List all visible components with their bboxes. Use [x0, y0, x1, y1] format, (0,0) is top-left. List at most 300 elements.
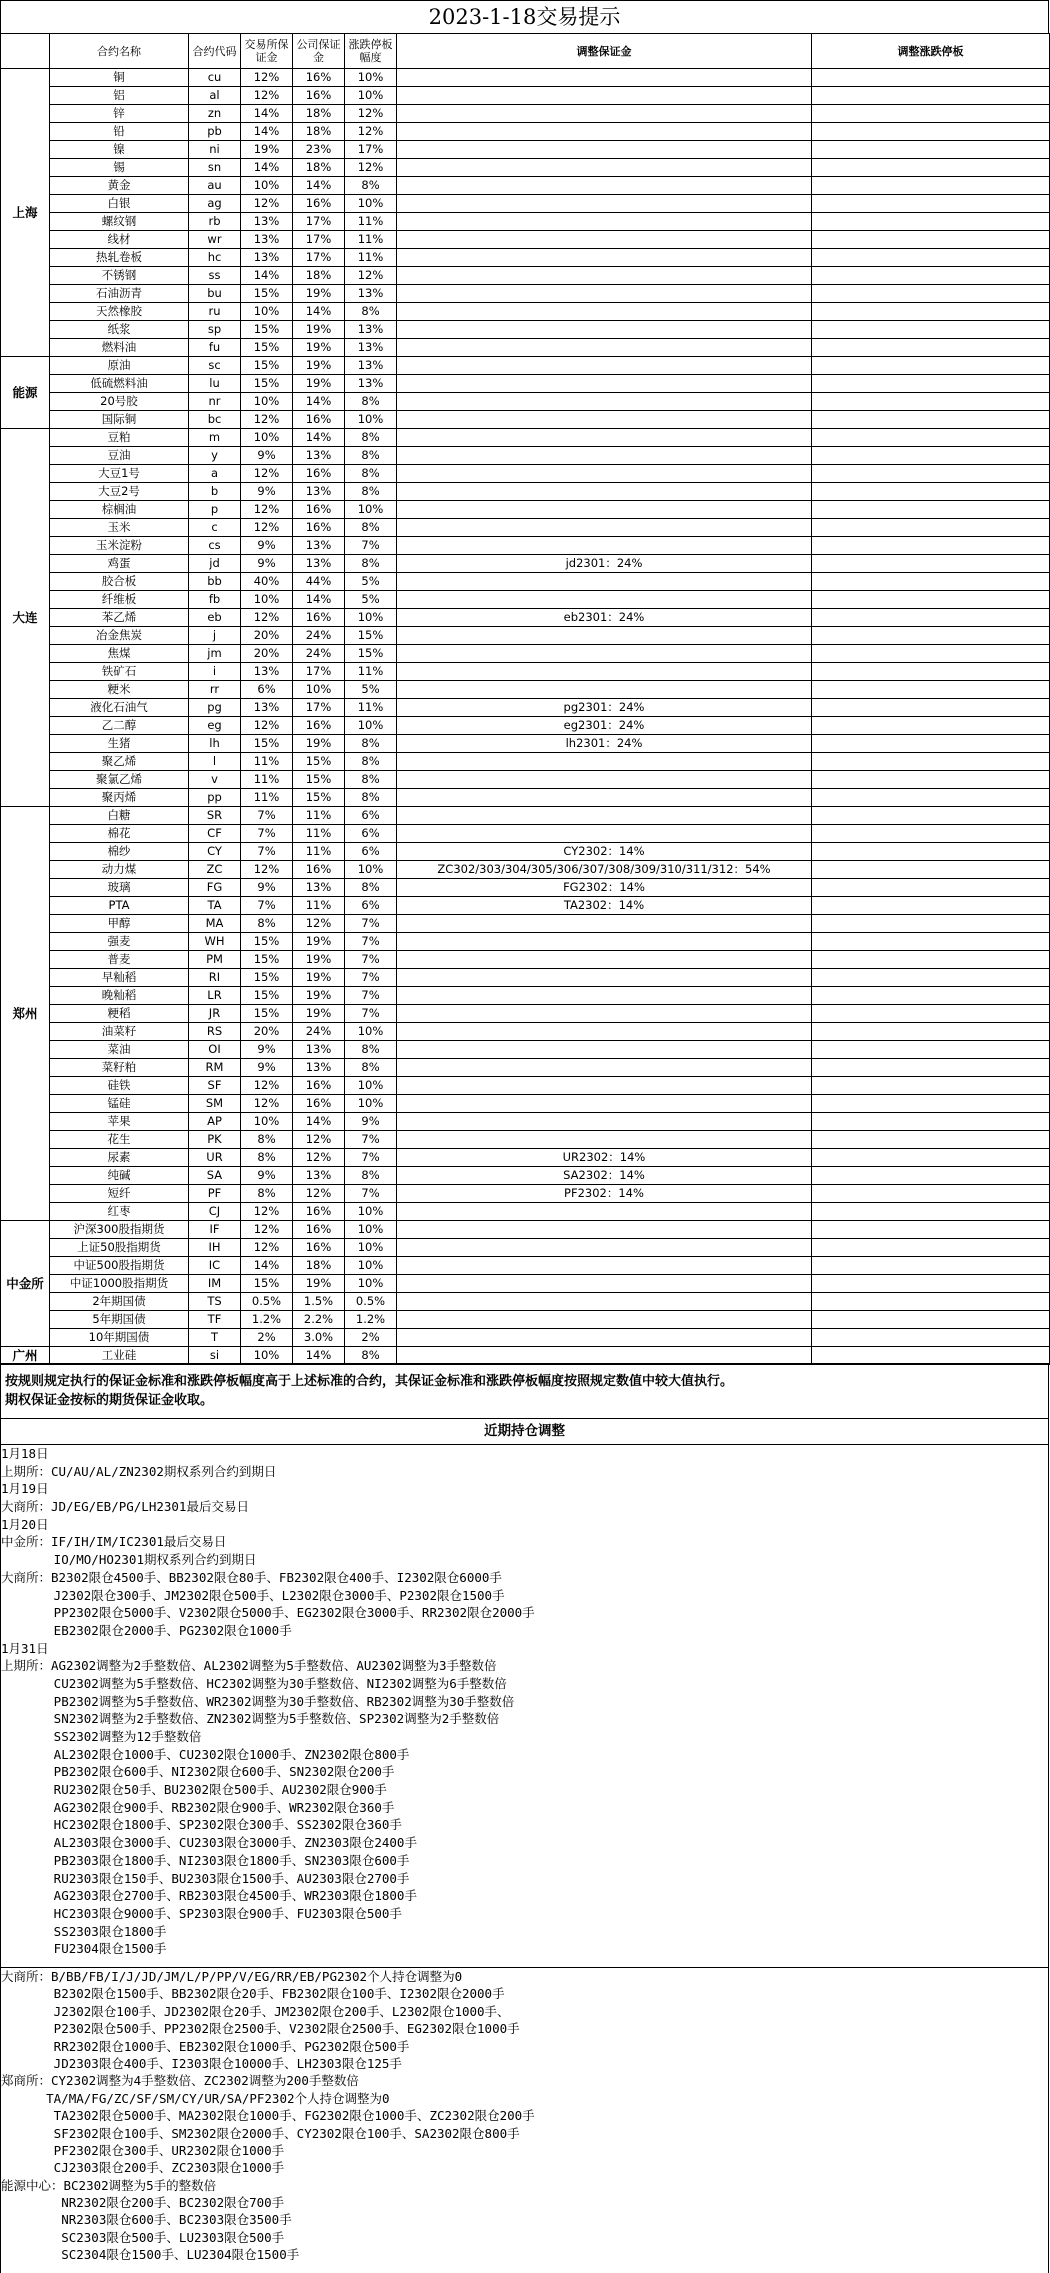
contract-name: 20号胶: [50, 393, 189, 411]
limit-range: 8%: [345, 393, 397, 411]
company-margin: 19%: [293, 339, 345, 357]
company-margin: 17%: [293, 699, 345, 717]
company-margin: 18%: [293, 159, 345, 177]
adjusted-limit: [812, 969, 1050, 987]
limit-range: 8%: [345, 1041, 397, 1059]
adjusted-margin: eb2301：24%: [397, 609, 812, 627]
adjust-line: PB2302调整为5手整数倍、WR2302调整为30手整数倍、RB2302调整为30手整数倍: [1, 1693, 515, 1709]
contract-name: 红枣: [50, 1203, 189, 1221]
table-row: [1, 1185, 1050, 1203]
exchange-margin: 12%: [241, 87, 293, 105]
adjusted-margin: [397, 231, 812, 249]
contract-name: 锡: [50, 159, 189, 177]
table-row: [1, 645, 1050, 663]
exchange-margin: 12%: [241, 1221, 293, 1239]
adjust-line: 1月20日: [1, 1516, 49, 1532]
adjust-line: PB2302限仓600手、NI2302限仓600手、SN2302限仓200手: [1, 1764, 395, 1780]
adjust-line: 郑商所：CY2302调整为4手整数倍、ZC2302调整为200手整数倍: [1, 2073, 359, 2089]
company-margin: 16%: [293, 195, 345, 213]
company-margin: 17%: [293, 213, 345, 231]
exchange-margin: 12%: [241, 717, 293, 735]
table-header-row: [1, 34, 1050, 69]
limit-range: 11%: [345, 213, 397, 231]
contract-name: 粳稻: [50, 1005, 189, 1023]
contract-name: 冶金焦炭: [50, 627, 189, 645]
contract-code: pb: [189, 123, 241, 141]
table-row: [1, 681, 1050, 699]
position-adjust-title: 近期持仓调整: [0, 1418, 1049, 1445]
company-margin: 44%: [293, 573, 345, 591]
adjusted-limit: [812, 213, 1050, 231]
header-ex-margin: 交易所保证金: [241, 34, 293, 69]
adjust-line: AG2302限仓900手、RB2302限仓900手、WR2302限仓360手: [1, 1799, 395, 1815]
contract-code: nr: [189, 393, 241, 411]
limit-range: 8%: [345, 789, 397, 807]
company-margin: 14%: [293, 1113, 345, 1131]
contract-code: rb: [189, 213, 241, 231]
company-margin: 1.5%: [293, 1293, 345, 1311]
contract-name: 螺纹钢: [50, 213, 189, 231]
adjusted-margin: [397, 627, 812, 645]
adjusted-margin: [397, 1275, 812, 1293]
table-row: [1, 861, 1050, 879]
adjusted-margin: [397, 69, 812, 87]
adjust-line: TA2302限仓5000手、MA2302限仓1000手、FG2302限仓1000手、ZC2302限仓200手: [1, 2108, 535, 2124]
exchange-margin: 20%: [241, 645, 293, 663]
adjusted-margin: [397, 573, 812, 591]
limit-range: 5%: [345, 573, 397, 591]
adjusted-limit: [812, 1095, 1050, 1113]
rule-line: 按规则规定执行的保证金标准和涨跌停板幅度高于上述标准的合约，其保证金标准和涨跌停板幅度按照规定数值中较大值执行。: [5, 1374, 734, 1389]
adjusted-margin: [397, 825, 812, 843]
limit-range: 10%: [345, 1221, 397, 1239]
contract-name: PTA: [50, 897, 189, 915]
adjusted-margin: [397, 375, 812, 393]
exchange-margin: 12%: [241, 69, 293, 87]
exchange-margin: 12%: [241, 1203, 293, 1221]
exchange-margin: 15%: [241, 987, 293, 1005]
adjust-line: 1月19日: [1, 1481, 49, 1497]
limit-range: 10%: [345, 501, 397, 519]
adjusted-margin: [397, 1203, 812, 1221]
company-margin: 16%: [293, 519, 345, 537]
table-row: [1, 411, 1050, 429]
contract-code: eg: [189, 717, 241, 735]
table-row: [1, 303, 1050, 321]
limit-range: 6%: [345, 807, 397, 825]
limit-range: 7%: [345, 987, 397, 1005]
exchange-margin: 8%: [241, 1185, 293, 1203]
table-row: [1, 375, 1050, 393]
limit-range: 8%: [345, 177, 397, 195]
contract-code: pp: [189, 789, 241, 807]
company-margin: 13%: [293, 555, 345, 573]
adjusted-limit: [812, 1311, 1050, 1329]
contract-name: 聚氯乙烯: [50, 771, 189, 789]
adjusted-margin: [397, 1005, 812, 1023]
adjusted-margin: [397, 267, 812, 285]
table-row: [1, 519, 1050, 537]
contract-code: cs: [189, 537, 241, 555]
limit-range: 11%: [345, 231, 397, 249]
contract-name: 豆油: [50, 447, 189, 465]
contract-name: 苹果: [50, 1113, 189, 1131]
contract-code: rr: [189, 681, 241, 699]
limit-range: 15%: [345, 645, 397, 663]
contract-name: 中证1000股指期货: [50, 1275, 189, 1293]
company-margin: 18%: [293, 105, 345, 123]
contract-name: 10年期国债: [50, 1329, 189, 1347]
company-margin: 13%: [293, 447, 345, 465]
adjust-line: SC2303限仓500手、LU2303限仓500手: [1, 2229, 285, 2245]
table-row: [1, 753, 1050, 771]
exchange-margin: 7%: [241, 825, 293, 843]
exchange-margin: 15%: [241, 1005, 293, 1023]
adjusted-margin: [397, 1095, 812, 1113]
company-margin: 19%: [293, 933, 345, 951]
adjust-line: P2302限仓500手、PP2302限仓2500手、V2302限仓2500手、EG2302限仓1000手: [1, 2021, 520, 2037]
exchange-margin: 19%: [241, 141, 293, 159]
contract-code: CY: [189, 843, 241, 861]
limit-range: 10%: [345, 1239, 397, 1257]
company-margin: 3.0%: [293, 1329, 345, 1347]
adjusted-margin: lh2301：24%: [397, 735, 812, 753]
company-margin: 16%: [293, 1095, 345, 1113]
adjusted-margin: [397, 411, 812, 429]
contract-code: bu: [189, 285, 241, 303]
adjust-line: 能源中心：BC2302调整为5手的整数倍: [1, 2177, 217, 2193]
contract-code: PK: [189, 1131, 241, 1149]
company-margin: 12%: [293, 1185, 345, 1203]
adjusted-limit: [812, 627, 1050, 645]
exchange-margin: 10%: [241, 393, 293, 411]
adjusted-margin: [397, 429, 812, 447]
limit-range: 7%: [345, 1131, 397, 1149]
adjusted-limit: [812, 987, 1050, 1005]
contract-code: c: [189, 519, 241, 537]
company-margin: 13%: [293, 879, 345, 897]
company-margin: 14%: [293, 1347, 345, 1365]
contract-code: OI: [189, 1041, 241, 1059]
adjusted-limit: [812, 609, 1050, 627]
exchange-margin: 20%: [241, 627, 293, 645]
company-margin: 16%: [293, 1077, 345, 1095]
exchange-margin: 40%: [241, 573, 293, 591]
contract-name: 粳米: [50, 681, 189, 699]
contract-code: IH: [189, 1239, 241, 1257]
contract-code: JR: [189, 1005, 241, 1023]
limit-range: 13%: [345, 321, 397, 339]
company-margin: 14%: [293, 591, 345, 609]
table-row: [1, 429, 1050, 447]
limit-range: 10%: [345, 717, 397, 735]
contract-code: zn: [189, 105, 241, 123]
exchange-margin: 10%: [241, 1113, 293, 1131]
company-margin: 14%: [293, 393, 345, 411]
limit-range: 10%: [345, 69, 397, 87]
table-row: [1, 393, 1050, 411]
adjusted-limit: [812, 1221, 1050, 1239]
table-row: [1, 1293, 1050, 1311]
adjusted-limit: [812, 699, 1050, 717]
adjusted-margin: [397, 1077, 812, 1095]
limit-range: 8%: [345, 1059, 397, 1077]
contract-name: 豆粕: [50, 429, 189, 447]
contract-code: SF: [189, 1077, 241, 1095]
exchange-margin: 14%: [241, 105, 293, 123]
limit-range: 6%: [345, 825, 397, 843]
company-margin: 19%: [293, 1005, 345, 1023]
company-margin: 11%: [293, 843, 345, 861]
adjusted-limit: [812, 591, 1050, 609]
contract-code: sc: [189, 357, 241, 375]
adjust-line: HC2302限仓1800手、SP2302限仓300手、SS2302限仓360手: [1, 1817, 402, 1833]
adjusted-margin: [397, 915, 812, 933]
adjusted-limit: [812, 1077, 1050, 1095]
adjusted-limit: [812, 105, 1050, 123]
adjusted-margin: [397, 1239, 812, 1257]
adjust-line: 上期所：CU/AU/AL/ZN2302期权系列合约到期日: [1, 1463, 277, 1479]
company-margin: 17%: [293, 663, 345, 681]
company-margin: 19%: [293, 969, 345, 987]
adjust-line: CJ2303限仓200手、ZC2303限仓1000手: [1, 2160, 285, 2176]
exchange-margin: 10%: [241, 429, 293, 447]
adjusted-margin: TA2302：14%: [397, 897, 812, 915]
exchange-margin: 8%: [241, 1131, 293, 1149]
adjusted-margin: [397, 933, 812, 951]
adjusted-margin: [397, 1311, 812, 1329]
adjusted-margin: [397, 771, 812, 789]
contract-code: b: [189, 483, 241, 501]
table-row: [1, 1113, 1050, 1131]
table-row: [1, 609, 1050, 627]
contract-name: 铅: [50, 123, 189, 141]
table-row: [1, 1077, 1050, 1095]
contract-code: hc: [189, 249, 241, 267]
limit-range: 10%: [345, 1275, 397, 1293]
exchange-margin: 6%: [241, 681, 293, 699]
limit-range: 12%: [345, 159, 397, 177]
contract-name: 黄金: [50, 177, 189, 195]
contract-name: 上证50股指期货: [50, 1239, 189, 1257]
contract-name: 燃料油: [50, 339, 189, 357]
table-row: [1, 1203, 1050, 1221]
adjusted-limit: [812, 87, 1050, 105]
adjusted-limit: [812, 177, 1050, 195]
exchange-margin: 15%: [241, 375, 293, 393]
adjusted-margin: jd2301：24%: [397, 555, 812, 573]
adjusted-margin: [397, 663, 812, 681]
adjusted-margin: [397, 249, 812, 267]
table-row: [1, 267, 1050, 285]
exchange-margin: 7%: [241, 897, 293, 915]
table-row: [1, 1257, 1050, 1275]
exchange-margin: 9%: [241, 555, 293, 573]
company-margin: 19%: [293, 987, 345, 1005]
contract-code: PF: [189, 1185, 241, 1203]
table-row: [1, 1275, 1050, 1293]
limit-range: 5%: [345, 681, 397, 699]
contract-name: 玉米: [50, 519, 189, 537]
company-margin: 11%: [293, 897, 345, 915]
adjust-line: J2302限仓100手、JD2302限仓20手、JM2302限仓200手、L2302限仓1000手、: [1, 2003, 510, 2019]
adjusted-margin: ZC302/303/304/305/306/307/308/309/310/311/312：54%: [397, 861, 812, 879]
company-margin: 16%: [293, 861, 345, 879]
company-margin: 24%: [293, 627, 345, 645]
company-margin: 16%: [293, 1221, 345, 1239]
limit-range: 8%: [345, 753, 397, 771]
adjusted-limit: [812, 1257, 1050, 1275]
adjusted-margin: [397, 537, 812, 555]
adjusted-limit: [812, 1329, 1050, 1347]
table-row: [1, 1329, 1050, 1347]
exchange-margin: 10%: [241, 591, 293, 609]
contract-name: 乙二醇: [50, 717, 189, 735]
contract-name: 线材: [50, 231, 189, 249]
contract-code: wr: [189, 231, 241, 249]
adjusted-limit: [812, 231, 1050, 249]
table-row: [1, 1041, 1050, 1059]
adjusted-limit: [812, 69, 1050, 87]
contract-name: 聚丙烯: [50, 789, 189, 807]
table-row: [1, 465, 1050, 483]
adjusted-limit: [812, 915, 1050, 933]
table-row: [1, 141, 1050, 159]
adjusted-limit: [812, 1185, 1050, 1203]
company-margin: 16%: [293, 1239, 345, 1257]
limit-range: 15%: [345, 627, 397, 645]
contract-code: cu: [189, 69, 241, 87]
contract-code: TS: [189, 1293, 241, 1311]
adjusted-margin: [397, 141, 812, 159]
table-row: [1, 825, 1050, 843]
limit-range: 2%: [345, 1329, 397, 1347]
contract-code: j: [189, 627, 241, 645]
contract-code: AP: [189, 1113, 241, 1131]
contract-name: 苯乙烯: [50, 609, 189, 627]
exchange-margin: 9%: [241, 1059, 293, 1077]
contract-name: 白糖: [50, 807, 189, 825]
exchange-margin: 9%: [241, 447, 293, 465]
exchange-margin: 8%: [241, 915, 293, 933]
contract-code: UR: [189, 1149, 241, 1167]
limit-range: 10%: [345, 411, 397, 429]
company-margin: 12%: [293, 1149, 345, 1167]
company-margin: 16%: [293, 69, 345, 87]
header-limit: 涨跌停板幅度: [345, 34, 397, 69]
table-row: [1, 1005, 1050, 1023]
exchange-margin: 15%: [241, 321, 293, 339]
contract-name: 5年期国债: [50, 1311, 189, 1329]
adjusted-limit: [812, 537, 1050, 555]
contract-name: 菜油: [50, 1041, 189, 1059]
adjust-line: PF2302限仓300手、UR2302限仓1000手: [1, 2142, 285, 2158]
exchange-margin: 15%: [241, 951, 293, 969]
adjusted-margin: [397, 789, 812, 807]
adjusted-margin: [397, 1221, 812, 1239]
table-row: [1, 699, 1050, 717]
contract-code: ss: [189, 267, 241, 285]
adjusted-limit: [812, 195, 1050, 213]
contract-name: 铜: [50, 69, 189, 87]
table-row: [1, 1167, 1050, 1185]
adjusted-limit: [812, 1293, 1050, 1311]
limit-range: 10%: [345, 609, 397, 627]
exchange-margin: 0.5%: [241, 1293, 293, 1311]
position-adjust-block-shfe: [0, 1445, 1049, 1968]
adjusted-margin: [397, 753, 812, 771]
limit-range: 11%: [345, 699, 397, 717]
contract-name: 纸浆: [50, 321, 189, 339]
contract-code: RM: [189, 1059, 241, 1077]
adjust-line: TA/MA/FG/ZC/SF/SM/CY/UR/SA/PF2302个人持仓调整为0: [1, 2090, 390, 2106]
company-margin: 19%: [293, 951, 345, 969]
company-margin: 19%: [293, 321, 345, 339]
limit-range: 7%: [345, 1149, 397, 1167]
contract-name: 聚乙烯: [50, 753, 189, 771]
adjust-line: SN2302调整为2手整数倍、ZN2302调整为5手整数倍、SP2302调整为2手整数倍: [1, 1711, 500, 1727]
company-margin: 12%: [293, 1131, 345, 1149]
adjusted-margin: [397, 591, 812, 609]
contract-name: 玉米淀粉: [50, 537, 189, 555]
adjusted-limit: [812, 1023, 1050, 1041]
contract-code: LR: [189, 987, 241, 1005]
table-row: [1, 483, 1050, 501]
limit-range: 8%: [345, 483, 397, 501]
contract-code: eb: [189, 609, 241, 627]
limit-range: 8%: [345, 879, 397, 897]
contract-name: 不锈钢: [50, 267, 189, 285]
exchange-margin: 9%: [241, 1167, 293, 1185]
company-margin: 18%: [293, 1257, 345, 1275]
adjusted-limit: [812, 1113, 1050, 1131]
limit-range: 10%: [345, 1203, 397, 1221]
contract-code: pg: [189, 699, 241, 717]
contract-name: 锌: [50, 105, 189, 123]
exchange-margin: 11%: [241, 789, 293, 807]
limit-range: 13%: [345, 285, 397, 303]
company-margin: 13%: [293, 1167, 345, 1185]
limit-range: 8%: [345, 555, 397, 573]
table-row: [1, 69, 1050, 87]
contract-name: 胶合板: [50, 573, 189, 591]
adjust-line: B2302限仓1500手、BB2302限仓20手、FB2302限仓100手、I2302限仓2000手: [1, 1986, 505, 2002]
adjust-line: IO/MO/HO2301期权系列合约到期日: [1, 1552, 257, 1568]
adjusted-limit: [812, 1167, 1050, 1185]
company-margin: 15%: [293, 753, 345, 771]
table-row: [1, 1239, 1050, 1257]
contract-name: 生猪: [50, 735, 189, 753]
limit-range: 7%: [345, 933, 397, 951]
limit-range: 12%: [345, 123, 397, 141]
contract-name: 早籼稻: [50, 969, 189, 987]
exchange-margin: 1.2%: [241, 1311, 293, 1329]
page-title: 2023-1-18交易提示: [0, 0, 1049, 34]
table-row: [1, 105, 1050, 123]
adjust-line: SC2304限仓1500手、LU2304限仓1500手: [1, 2247, 300, 2263]
adjust-line: 上期所：AG2302调整为2手整数倍、AL2302调整为5手整数倍、AU2302调整为3手整数倍: [1, 1658, 497, 1674]
adjusted-limit: [812, 843, 1050, 861]
table-row: [1, 195, 1050, 213]
contract-code: jm: [189, 645, 241, 663]
exchange-margin: 12%: [241, 609, 293, 627]
exchange-margin: 10%: [241, 1347, 293, 1365]
exchange-margin: 13%: [241, 663, 293, 681]
table-row: [1, 879, 1050, 897]
exchange-margin: 14%: [241, 123, 293, 141]
contract-name: 热轧卷板: [50, 249, 189, 267]
limit-range: 0.5%: [345, 1293, 397, 1311]
